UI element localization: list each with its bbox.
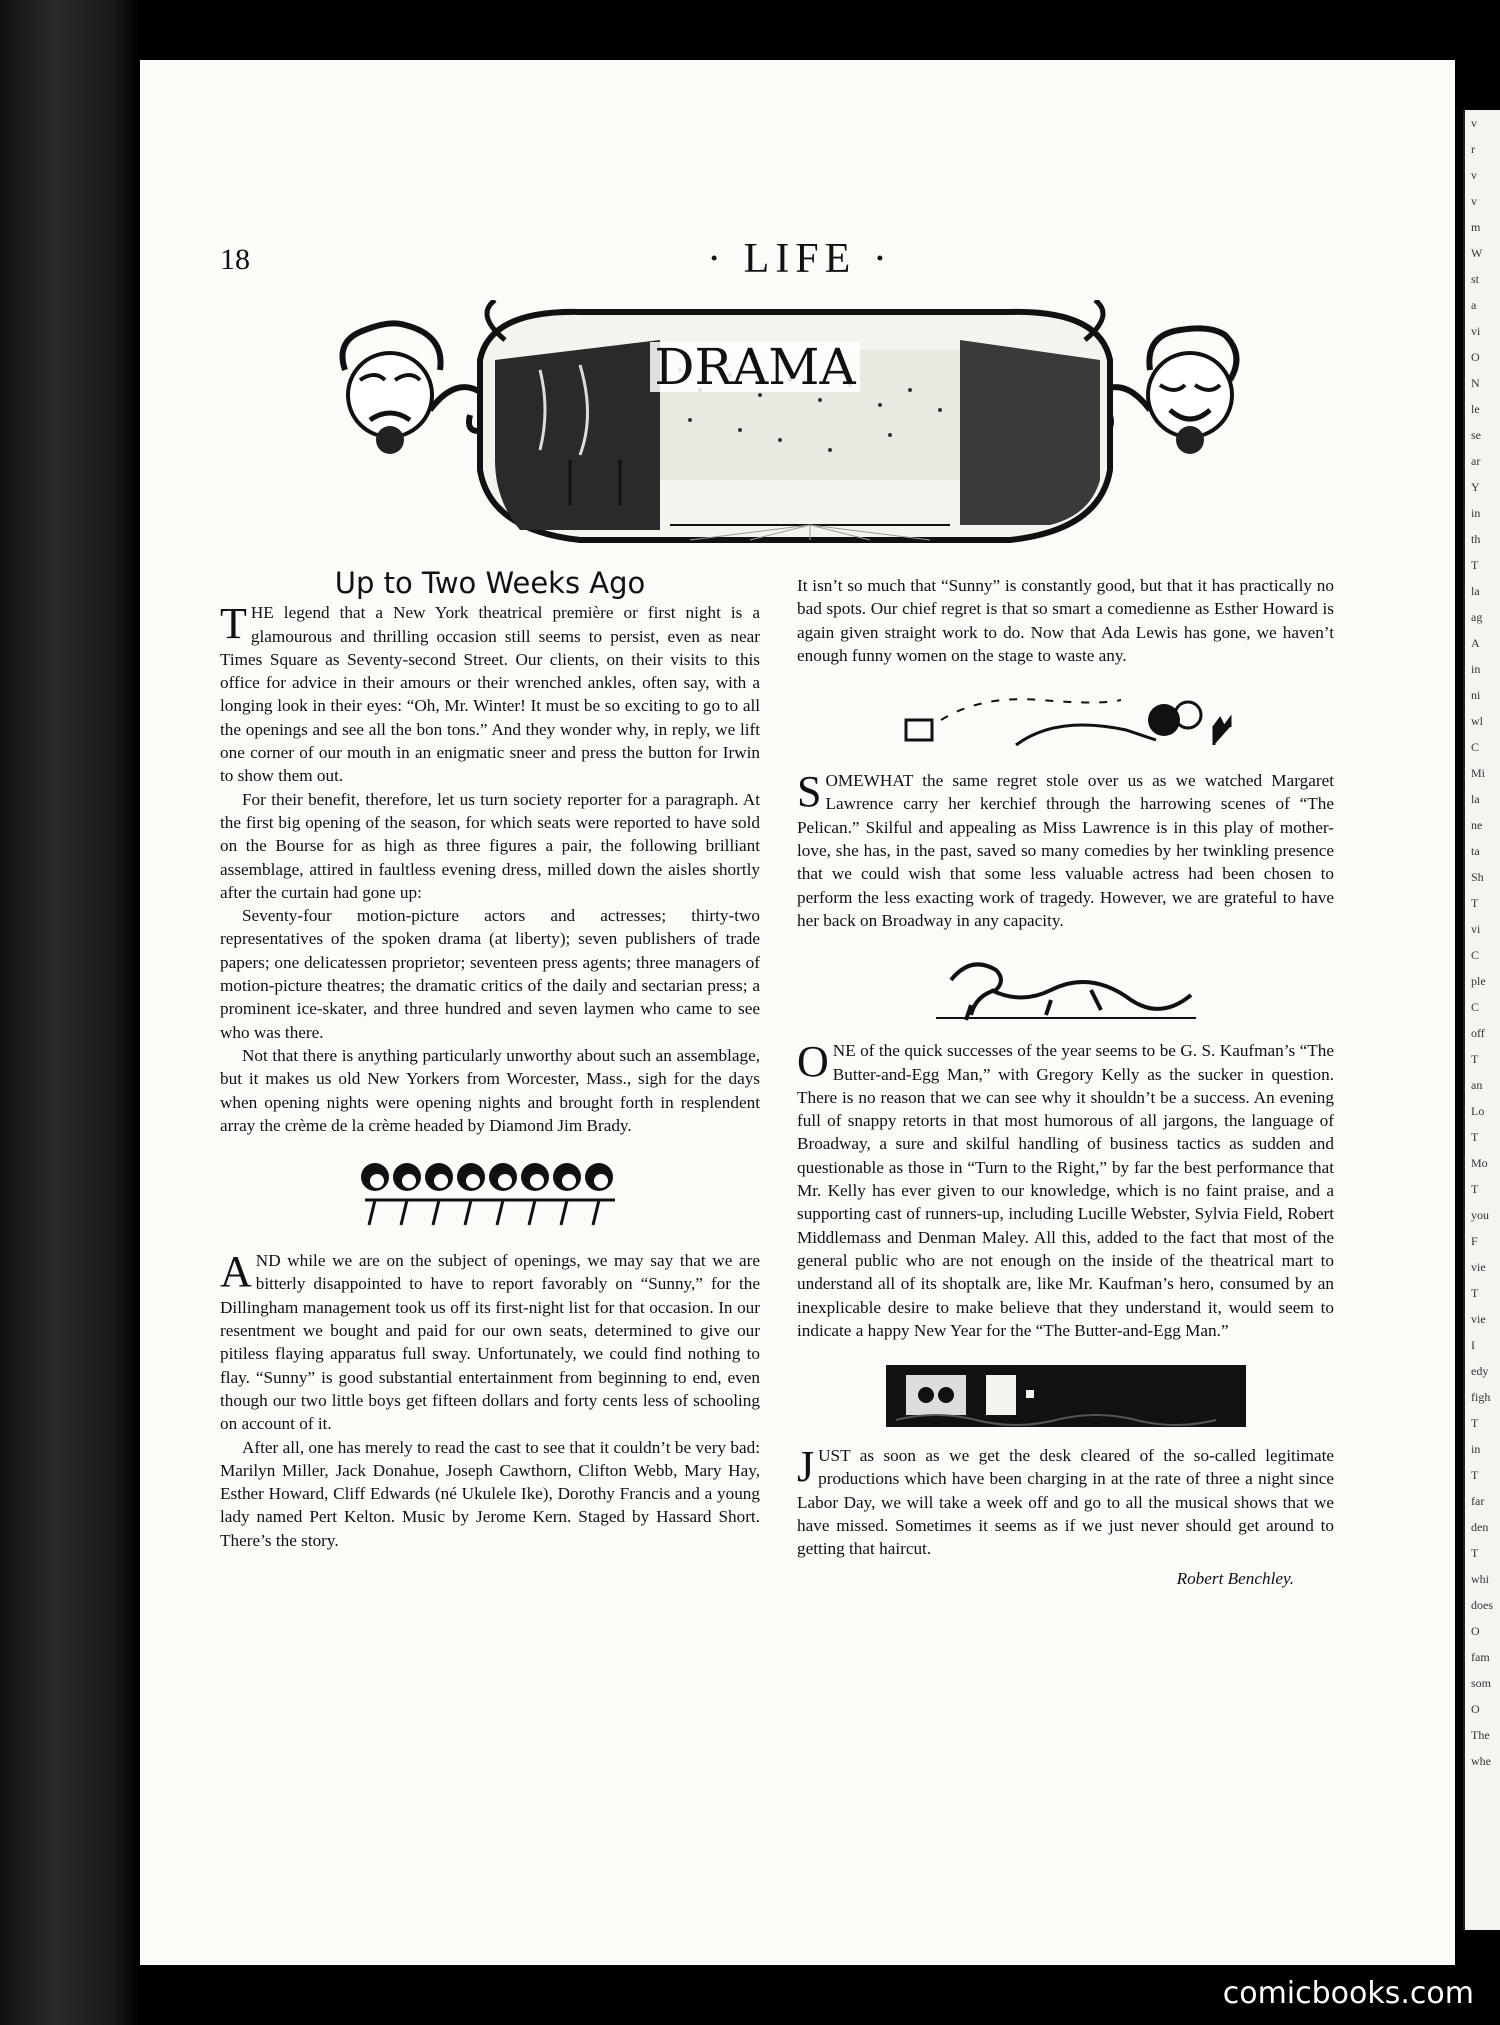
paragraph-4: Not that there is anything particularly unworthy about such an assemblage, but it makes us old New Yorkers from Worcester, Mass., sigh for the days when opening nights were opening nights and brought forth in resplendent array the crème de la crème headed by Diamond Jim Brady.	[220, 1045, 760, 1135]
paragraph-10: JUST as soon as we get the desk cleared of the so-called legitimate productions which have been charging in at the rate of three a night since Labor Day, we will take a week off and go to all the musical shows that we have missed. Sometimes it seems as if we just never should get around to getting that haircut.	[797, 1442, 1334, 1559]
paragraph-3: Seventy-four motion-picture actors and actresses; thirty-two representatives of the spoken drama (at liberty); seven publishers of trade papers; one delicatessen proprietor; seventeen press agents; three managers of motion-picture theatres; the dramatic critics of the daily and sectarian press; a prominent ice-skater, and three hundred and seven laymen who came to see who was there.	[220, 906, 760, 1042]
facing-page-text-fragment: ta	[1471, 844, 1480, 858]
facing-page-text-fragment: la	[1471, 584, 1480, 598]
facing-page-text-fragment: som	[1471, 1676, 1492, 1690]
facing-page-text-fragment: C	[1471, 948, 1480, 962]
facing-page-text-fragment: Mo	[1471, 1156, 1488, 1170]
facing-page-text-fragment: A	[1471, 636, 1480, 650]
banner-title: DRAMA	[654, 338, 856, 396]
drop-cap: S	[797, 767, 822, 817]
facing-page-text-fragment: The	[1471, 1728, 1490, 1742]
facing-page-text-fragment: in	[1471, 1442, 1481, 1456]
facing-page-text-fragment: vi	[1471, 922, 1481, 936]
right-column	[797, 574, 1334, 1590]
facing-page-text-fragment: O	[1471, 1624, 1480, 1638]
facing-page-text-fragment: vie	[1471, 1312, 1486, 1326]
tragedy-mask-icon	[343, 323, 441, 454]
facing-page-text-fragment: an	[1471, 1078, 1483, 1092]
facing-page-text-fragment: ni	[1471, 688, 1481, 702]
paragraph-7: It isn’t so much that “Sunny” is constantly good, but that it has practically no bad spots. Our chief regret is that so smart a comedienne as Esther Howard is again given straight work to do. Now that Ada Lewis has gone, we haven’t enough funny women on the stage to waste any.	[797, 576, 1334, 665]
facing-page-text-fragment: ag	[1471, 610, 1483, 624]
paragraph-9: ONE of the quick successes of the year seems to be G. S. Kaufman’s “The Butter-and-Egg Man,” with Gregory Kelly as the sucker in question. There is no reason that we can see why it shouldn’t be a success. An evening full of snappy retorts in that most humorous of all jargons, the language of Broadway, a sure and skilful handling of business tactics as sudden and questionable as those in “Turn to the Right,” by far the best performance that Mr. Kelly has ever given to our knowledge, which is no faint praise, and a supporting cast of runners-up, including Lucille Webster, Sylvia Field, Robert Middlemass and Denman Maley. All this, added to the fact that most of the general public who are not enough on the inside of the theatrical mart to understand all of its shoptalk are, like Mr. Kaufman’s hero, consumed by an inexplicable desire to make believe that they understand it, would seem to indicate a happy New Year for the “The Butter-and-Egg Man.”	[797, 1037, 1334, 1340]
drama-banner-illustration	[330, 300, 1260, 555]
facing-page-text-fragment: O	[1471, 350, 1480, 364]
facing-page-text-fragment: T	[1471, 1546, 1479, 1560]
article-headline: Up to Two Weeks Ago	[334, 566, 646, 600]
facing-page-text-fragment: O	[1471, 1702, 1480, 1716]
facing-page-text-fragment: fam	[1471, 1650, 1490, 1664]
facing-page-text-fragment: whe	[1471, 1754, 1491, 1768]
facing-page-text-fragment: wl	[1471, 714, 1483, 728]
facing-page-text-fragment: m	[1471, 220, 1481, 234]
author-signature: Robert Benchley.	[1176, 1568, 1294, 1588]
facing-page-text-fragment: T	[1471, 1286, 1479, 1300]
facing-page-text-fragment: in	[1471, 506, 1481, 520]
facing-page-text-fragment: vi	[1471, 324, 1481, 338]
facing-page-text-fragment: Mi	[1471, 766, 1486, 780]
facing-page-text-fragment: vie	[1471, 1260, 1486, 1274]
chorus-girls-illustration	[355, 1155, 625, 1235]
facing-page-text-fragment: ple	[1471, 974, 1486, 988]
comedy-mask-icon	[1148, 328, 1236, 454]
book-binding	[0, 0, 140, 2025]
facing-page-text-fragment: I	[1471, 1338, 1475, 1352]
page-number: 18	[220, 243, 250, 276]
drop-cap: A	[220, 1247, 252, 1297]
facing-page-text-fragment: v	[1471, 168, 1477, 182]
facing-page-text-fragment: se	[1471, 428, 1481, 442]
paragraph-2: For their benefit, therefore, let us turn society reporter for a paragraph. At the first big opening of the season, for which seats were reported to have sold on the Bourse for as high as three figures a pair, the following brilliant assemblage, attired in faultless evening dress, milled down the aisles shortly after the curtain had gone up:	[220, 789, 760, 902]
facing-page-text-fragment: C	[1471, 1000, 1480, 1014]
facing-page-text-fragment: you	[1471, 1208, 1489, 1222]
stage-couple-illustration	[886, 1360, 1246, 1430]
facing-page-text-fragment: ne	[1471, 818, 1483, 832]
facing-page-text-fragment: far	[1471, 1494, 1485, 1508]
facing-page-text-fragment: N	[1471, 376, 1480, 390]
facing-page-text-fragment: v	[1471, 194, 1477, 208]
facing-page-text-fragment: th	[1471, 532, 1481, 546]
facing-page-text-fragment: st	[1471, 272, 1480, 286]
facing-page-text-fragment: T	[1471, 1052, 1479, 1066]
facing-page-text-fragment: T	[1471, 1130, 1479, 1144]
facing-page-text-fragment: F	[1471, 1234, 1478, 1248]
drop-cap: T	[220, 599, 247, 649]
facing-page-text-fragment: T	[1471, 1468, 1479, 1482]
facing-page-text-fragment: T	[1471, 558, 1479, 572]
facing-page-text-fragment: off	[1471, 1026, 1485, 1040]
facing-page-text-fragment: Lo	[1471, 1104, 1485, 1118]
facing-page-fragment	[1463, 110, 1500, 1930]
drop-cap: O	[797, 1037, 829, 1087]
paragraph-6: After all, one has merely to read the cast to see that it couldn’t be very bad: Marilyn Miller, Jack Donahue, Joseph Cawthorn, Clifton Webb, Mary Hay, Esther Howard, Cliff Edwards (né Ukulele Ike), Dorothy Francis and a young lady named Pert Kelton. Music by Jerome Kern. Staged by Hassard Short. There’s the story.	[220, 1437, 760, 1550]
facing-page-text-fragment: le	[1471, 402, 1480, 416]
facing-page-text-fragment: does	[1471, 1598, 1493, 1612]
paragraph-8: SOMEWHAT the same regret stole over us as we watched Margaret Lawrence carry her kerchief through the harrowing scenes of “The Pelican.” Skilful and appealing as Miss Lawrence is in this play of mother-love, she has, in the past, saved so many comedies by her twinkling presence that we could wish that some less valuable actress had been chosen to perform the less exacting work of tragedy. However, we are grateful to have her back on Broadway in any capacity.	[797, 767, 1334, 930]
facing-page-text-fragment: W	[1471, 246, 1483, 260]
facing-page-text-fragment: T	[1471, 1416, 1479, 1430]
facing-page-text-fragment: edy	[1471, 1364, 1489, 1378]
facing-page-text-fragment: C	[1471, 740, 1480, 754]
dragon-illustration	[931, 950, 1201, 1025]
facing-page-text-fragment: a	[1471, 298, 1477, 312]
watermark-text: comicbooks.com	[1222, 1976, 1474, 2011]
facing-page-text-fragment: la	[1471, 792, 1480, 806]
facing-page-text-fragment: r	[1471, 142, 1475, 156]
facing-page-text-fragment: ar	[1471, 454, 1481, 468]
paragraph-1: THE legend that a New York theatrical première or first night is a glamourous and thrilling occasion still seems to persist, even as near Times Square as Seventy-second Street. Our clients, on their visits to this office for advice in their amours or their wrenched ankles, often say, with a longing look in their eyes: “Oh, Mr. Winter! It must be so exciting to go to all the openings and see all the bon tons.” And they wonder why, in reply, we lift one corner of our mouth in an enigmatic sneer and press the button for Irwin to show them out.	[220, 599, 760, 786]
facing-page-text-fragment: Y	[1471, 480, 1480, 494]
facing-page-text-fragment: v	[1471, 116, 1477, 130]
drop-cap: J	[797, 1442, 815, 1492]
facing-page-text-fragment: figh	[1471, 1390, 1491, 1404]
facing-page-text-fragment: Sh	[1471, 870, 1484, 884]
facing-page-text-fragment: whi	[1471, 1572, 1489, 1586]
facing-page-text-fragment: T	[1471, 1182, 1479, 1196]
facing-page-text-fragment: T	[1471, 896, 1479, 910]
left-column	[220, 566, 760, 1552]
masthead: · LIFE ·	[707, 236, 893, 282]
facing-page-text-fragment: in	[1471, 662, 1481, 676]
facing-page-text-fragment: den	[1471, 1520, 1489, 1534]
lady-and-cat-illustration	[896, 685, 1236, 755]
paragraph-5: AND while we are on the subject of openings, we may say that we are bitterly disappointed to have to report favorably on “Sunny,” for the Dillingham management took us off its first-night list for that occasion. In our resentment we bought and paid for our own seats, determined to give our pitiless flaying apparatus full sway. Unfortunately, we could find nothing to flay. “Sunny” is good substantial entertainment from beginning to end, even though our two little boys get fifteen dollars and forty cents less of schooling on account of it.	[220, 1247, 760, 1434]
